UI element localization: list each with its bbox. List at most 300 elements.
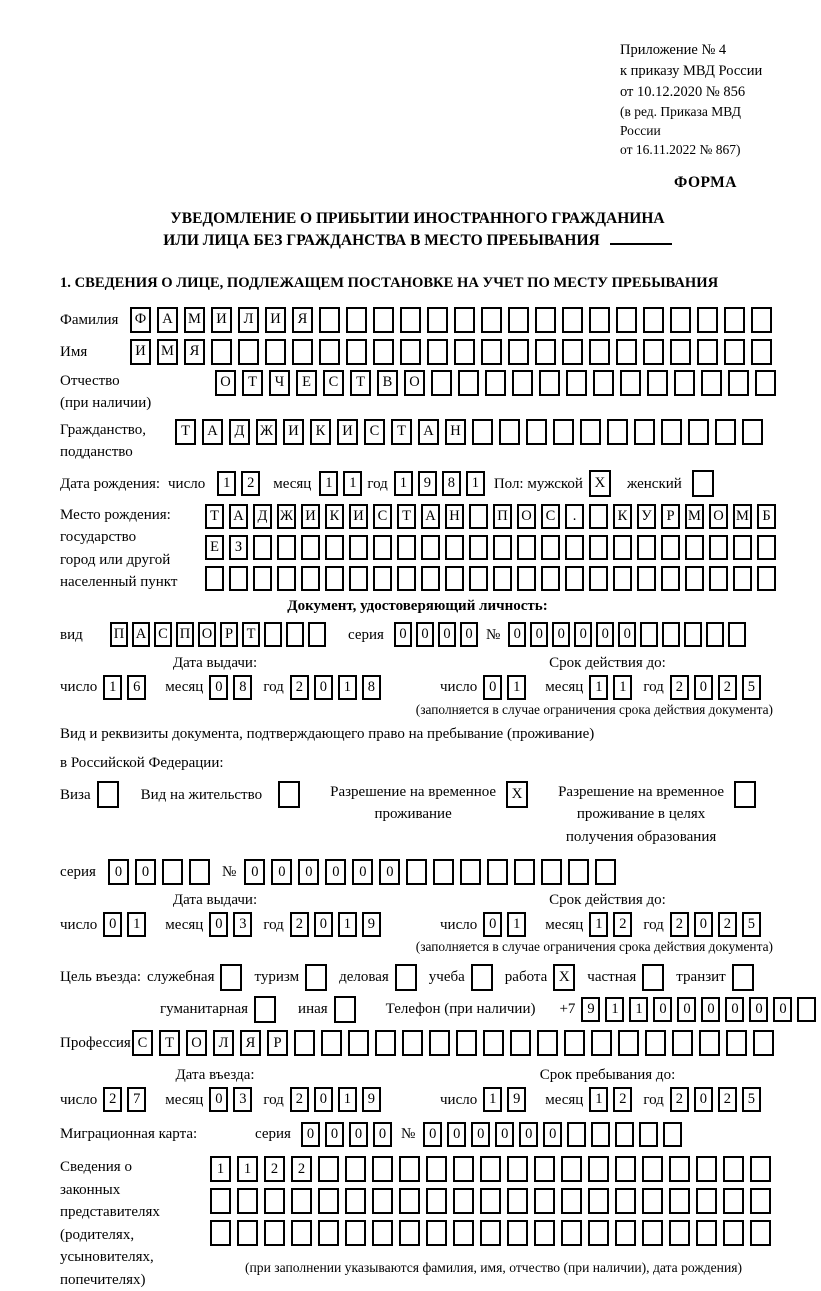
char-cell[interactable]: Н [445, 419, 466, 445]
char-cell[interactable] [469, 535, 488, 560]
char-cell[interactable] [429, 1030, 450, 1056]
char-cell[interactable]: 0 [298, 859, 319, 885]
char-cell[interactable] [669, 1188, 690, 1214]
char-cell[interactable]: М [685, 504, 704, 529]
visa-checkbox[interactable] [97, 781, 119, 808]
char-cell[interactable]: Т [391, 419, 412, 445]
char-cell[interactable] [709, 535, 728, 560]
char-cell[interactable]: О [186, 1030, 207, 1056]
char-cell[interactable] [454, 307, 475, 333]
char-cell[interactable] [426, 1188, 447, 1214]
char-cell[interactable]: 1 [507, 675, 526, 700]
char-cell[interactable] [460, 859, 481, 885]
char-cell[interactable]: 8 [442, 471, 461, 496]
char-cell[interactable] [349, 535, 368, 560]
char-cell[interactable] [647, 370, 668, 396]
char-cell[interactable] [643, 339, 664, 365]
char-cell[interactable] [292, 339, 313, 365]
char-cell[interactable] [286, 622, 304, 647]
char-cell[interactable] [345, 1156, 366, 1182]
char-cell[interactable] [253, 535, 272, 560]
char-cell[interactable]: 2 [290, 1087, 309, 1112]
char-cell[interactable] [669, 1156, 690, 1182]
char-cell[interactable] [469, 504, 488, 529]
char-cell[interactable]: И [211, 307, 232, 333]
char-cell[interactable] [757, 566, 776, 591]
char-cell[interactable]: Ф [130, 307, 151, 333]
char-cell[interactable]: 1 [483, 1087, 502, 1112]
purpose-study-checkbox[interactable] [471, 964, 493, 991]
char-cell[interactable] [591, 1122, 610, 1147]
char-cell[interactable]: 2 [290, 912, 309, 937]
char-cell[interactable]: Т [242, 370, 263, 396]
char-cell[interactable] [294, 1030, 315, 1056]
char-cell[interactable]: 1 [466, 471, 485, 496]
char-cell[interactable]: 0 [209, 912, 228, 937]
char-cell[interactable]: С [323, 370, 344, 396]
char-cell[interactable]: 0 [423, 1122, 442, 1147]
char-cell[interactable]: 0 [701, 997, 720, 1022]
char-cell[interactable]: М [733, 504, 752, 529]
char-cell[interactable] [445, 566, 464, 591]
purpose-commercial-checkbox[interactable] [395, 964, 417, 991]
char-cell[interactable] [514, 859, 535, 885]
char-cell[interactable] [553, 419, 574, 445]
char-cell[interactable] [537, 1030, 558, 1056]
char-cell[interactable] [757, 535, 776, 560]
char-cell[interactable]: 0 [108, 859, 129, 885]
char-cell[interactable] [728, 622, 746, 647]
char-cell[interactable] [589, 566, 608, 591]
char-cell[interactable] [493, 535, 512, 560]
char-cell[interactable] [431, 370, 452, 396]
char-cell[interactable]: 5 [742, 675, 761, 700]
char-cell[interactable]: А [157, 307, 178, 333]
char-cell[interactable] [696, 1156, 717, 1182]
char-cell[interactable] [373, 566, 392, 591]
char-cell[interactable]: 1 [605, 997, 624, 1022]
char-cell[interactable]: 0 [314, 675, 333, 700]
char-cell[interactable]: 5 [742, 912, 761, 937]
char-cell[interactable]: 2 [718, 675, 737, 700]
char-cell[interactable]: 1 [127, 912, 146, 937]
char-cell[interactable]: 0 [301, 1122, 320, 1147]
char-cell[interactable] [453, 1156, 474, 1182]
char-cell[interactable] [427, 339, 448, 365]
char-cell[interactable] [565, 535, 584, 560]
char-cell[interactable] [291, 1188, 312, 1214]
char-cell[interactable] [229, 566, 248, 591]
char-cell[interactable]: 0 [653, 997, 672, 1022]
char-cell[interactable]: 5 [742, 1087, 761, 1112]
char-cell[interactable] [634, 419, 655, 445]
char-cell[interactable] [607, 419, 628, 445]
char-cell[interactable]: С [373, 504, 392, 529]
char-cell[interactable] [588, 1188, 609, 1214]
char-cell[interactable] [534, 1220, 555, 1246]
char-cell[interactable]: . [565, 504, 584, 529]
char-cell[interactable]: 1 [210, 1156, 231, 1182]
char-cell[interactable] [616, 339, 637, 365]
char-cell[interactable]: 2 [670, 675, 689, 700]
char-cell[interactable] [615, 1122, 634, 1147]
char-cell[interactable]: 1 [394, 471, 413, 496]
char-cell[interactable] [397, 566, 416, 591]
char-cell[interactable]: Н [445, 504, 464, 529]
char-cell[interactable] [399, 1188, 420, 1214]
char-cell[interactable]: И [265, 307, 286, 333]
char-cell[interactable] [493, 566, 512, 591]
char-cell[interactable] [445, 535, 464, 560]
char-cell[interactable] [237, 1220, 258, 1246]
char-cell[interactable] [264, 1188, 285, 1214]
char-cell[interactable] [426, 1220, 447, 1246]
char-cell[interactable] [375, 1030, 396, 1056]
char-cell[interactable] [588, 1156, 609, 1182]
char-cell[interactable] [642, 1156, 663, 1182]
char-cell[interactable] [253, 566, 272, 591]
char-cell[interactable] [277, 535, 296, 560]
char-cell[interactable] [661, 535, 680, 560]
char-cell[interactable] [345, 1220, 366, 1246]
char-cell[interactable]: 0 [103, 912, 122, 937]
char-cell[interactable]: П [493, 504, 512, 529]
char-cell[interactable] [753, 1030, 774, 1056]
char-cell[interactable]: Я [240, 1030, 261, 1056]
char-cell[interactable] [733, 566, 752, 591]
char-cell[interactable]: 2 [264, 1156, 285, 1182]
char-cell[interactable]: 1 [338, 675, 357, 700]
char-cell[interactable] [696, 1188, 717, 1214]
char-cell[interactable] [508, 339, 529, 365]
char-cell[interactable] [728, 370, 749, 396]
char-cell[interactable]: 1 [629, 997, 648, 1022]
char-cell[interactable] [534, 1188, 555, 1214]
char-cell[interactable]: Л [213, 1030, 234, 1056]
char-cell[interactable] [723, 1220, 744, 1246]
char-cell[interactable] [319, 339, 340, 365]
char-cell[interactable]: 1 [103, 675, 122, 700]
char-cell[interactable]: 1 [507, 912, 526, 937]
char-cell[interactable] [211, 339, 232, 365]
char-cell[interactable] [319, 307, 340, 333]
char-cell[interactable] [512, 370, 533, 396]
char-cell[interactable] [345, 1188, 366, 1214]
char-cell[interactable]: 0 [483, 912, 502, 937]
char-cell[interactable]: 3 [233, 1087, 252, 1112]
char-cell[interactable] [373, 339, 394, 365]
char-cell[interactable] [561, 1188, 582, 1214]
char-cell[interactable] [637, 566, 656, 591]
char-cell[interactable] [507, 1188, 528, 1214]
char-cell[interactable]: 0 [530, 622, 548, 647]
char-cell[interactable]: И [337, 419, 358, 445]
char-cell[interactable] [751, 339, 772, 365]
char-cell[interactable] [453, 1220, 474, 1246]
char-cell[interactable]: 8 [362, 675, 381, 700]
char-cell[interactable] [618, 1030, 639, 1056]
char-cell[interactable]: Б [757, 504, 776, 529]
char-cell[interactable]: Т [159, 1030, 180, 1056]
char-cell[interactable] [421, 566, 440, 591]
char-cell[interactable]: М [157, 339, 178, 365]
char-cell[interactable] [663, 1122, 682, 1147]
char-cell[interactable] [589, 504, 608, 529]
char-cell[interactable] [372, 1188, 393, 1214]
char-cell[interactable] [589, 339, 610, 365]
char-cell[interactable]: Р [267, 1030, 288, 1056]
char-cell[interactable]: 2 [670, 912, 689, 937]
char-cell[interactable]: А [229, 504, 248, 529]
char-cell[interactable] [593, 370, 614, 396]
char-cell[interactable] [588, 1220, 609, 1246]
purpose-transit-checkbox[interactable] [732, 964, 754, 991]
char-cell[interactable] [643, 307, 664, 333]
char-cell[interactable]: С [541, 504, 560, 529]
char-cell[interactable] [661, 566, 680, 591]
char-cell[interactable]: Т [350, 370, 371, 396]
char-cell[interactable] [595, 859, 616, 885]
char-cell[interactable]: 1 [613, 675, 632, 700]
char-cell[interactable]: 0 [352, 859, 373, 885]
char-cell[interactable]: 0 [574, 622, 592, 647]
char-cell[interactable] [517, 535, 536, 560]
char-cell[interactable] [562, 307, 583, 333]
char-cell[interactable]: 6 [127, 675, 146, 700]
char-cell[interactable] [325, 535, 344, 560]
char-cell[interactable] [669, 1220, 690, 1246]
char-cell[interactable] [348, 1030, 369, 1056]
char-cell[interactable]: 2 [291, 1156, 312, 1182]
char-cell[interactable] [589, 535, 608, 560]
char-cell[interactable] [308, 622, 326, 647]
char-cell[interactable]: 0 [271, 859, 292, 885]
char-cell[interactable] [662, 622, 680, 647]
char-cell[interactable] [427, 307, 448, 333]
char-cell[interactable] [742, 419, 763, 445]
char-cell[interactable]: 0 [519, 1122, 538, 1147]
char-cell[interactable]: 9 [362, 912, 381, 937]
char-cell[interactable]: Р [661, 504, 680, 529]
char-cell[interactable]: 9 [507, 1087, 526, 1112]
char-cell[interactable]: 0 [471, 1122, 490, 1147]
char-cell[interactable] [591, 1030, 612, 1056]
char-cell[interactable] [613, 535, 632, 560]
char-cell[interactable] [210, 1188, 231, 1214]
char-cell[interactable] [162, 859, 183, 885]
char-cell[interactable] [517, 566, 536, 591]
char-cell[interactable]: Т [175, 419, 196, 445]
char-cell[interactable] [615, 1188, 636, 1214]
char-cell[interactable] [706, 622, 724, 647]
char-cell[interactable]: 2 [290, 675, 309, 700]
char-cell[interactable] [670, 307, 691, 333]
char-cell[interactable]: 2 [670, 1087, 689, 1112]
char-cell[interactable]: 0 [447, 1122, 466, 1147]
char-cell[interactable]: З [229, 535, 248, 560]
char-cell[interactable]: 0 [483, 675, 502, 700]
char-cell[interactable]: Т [242, 622, 260, 647]
char-cell[interactable] [672, 1030, 693, 1056]
char-cell[interactable]: К [310, 419, 331, 445]
char-cell[interactable] [480, 1156, 501, 1182]
char-cell[interactable] [561, 1156, 582, 1182]
char-cell[interactable] [670, 339, 691, 365]
char-cell[interactable] [535, 339, 556, 365]
char-cell[interactable]: 0 [677, 997, 696, 1022]
char-cell[interactable]: Я [184, 339, 205, 365]
char-cell[interactable]: 8 [233, 675, 252, 700]
char-cell[interactable]: 7 [127, 1087, 146, 1112]
char-cell[interactable]: А [202, 419, 223, 445]
purpose-other-checkbox[interactable] [334, 996, 356, 1023]
char-cell[interactable] [399, 1220, 420, 1246]
char-cell[interactable]: Е [205, 535, 224, 560]
char-cell[interactable] [508, 307, 529, 333]
char-cell[interactable] [265, 339, 286, 365]
char-cell[interactable]: 0 [543, 1122, 562, 1147]
char-cell[interactable] [400, 307, 421, 333]
char-cell[interactable]: 0 [325, 1122, 344, 1147]
char-cell[interactable]: К [325, 504, 344, 529]
char-cell[interactable]: 9 [362, 1087, 381, 1112]
char-cell[interactable]: 0 [694, 912, 713, 937]
char-cell[interactable] [589, 307, 610, 333]
purpose-business-checkbox[interactable] [220, 964, 242, 991]
char-cell[interactable] [485, 370, 506, 396]
char-cell[interactable] [564, 1030, 585, 1056]
char-cell[interactable]: 0 [694, 1087, 713, 1112]
char-cell[interactable]: 0 [244, 859, 265, 885]
char-cell[interactable]: 0 [325, 859, 346, 885]
char-cell[interactable]: 0 [694, 675, 713, 700]
sex-female-checkbox[interactable] [692, 470, 714, 497]
char-cell[interactable]: 2 [613, 912, 632, 937]
char-cell[interactable]: А [418, 419, 439, 445]
char-cell[interactable]: О [517, 504, 536, 529]
char-cell[interactable] [510, 1030, 531, 1056]
char-cell[interactable] [566, 370, 587, 396]
char-cell[interactable]: Я [292, 307, 313, 333]
char-cell[interactable]: 0 [460, 622, 478, 647]
char-cell[interactable] [237, 1188, 258, 1214]
char-cell[interactable]: 1 [589, 912, 608, 937]
char-cell[interactable]: 1 [343, 471, 362, 496]
char-cell[interactable] [541, 566, 560, 591]
char-cell[interactable] [709, 566, 728, 591]
char-cell[interactable]: О [709, 504, 728, 529]
char-cell[interactable] [685, 566, 704, 591]
char-cell[interactable] [616, 307, 637, 333]
char-cell[interactable]: А [421, 504, 440, 529]
char-cell[interactable] [264, 1220, 285, 1246]
char-cell[interactable] [674, 370, 695, 396]
char-cell[interactable] [645, 1030, 666, 1056]
char-cell[interactable] [541, 535, 560, 560]
char-cell[interactable]: 0 [438, 622, 456, 647]
char-cell[interactable] [755, 370, 776, 396]
char-cell[interactable] [580, 419, 601, 445]
char-cell[interactable] [724, 339, 745, 365]
char-cell[interactable] [723, 1188, 744, 1214]
char-cell[interactable]: О [198, 622, 216, 647]
char-cell[interactable]: 0 [379, 859, 400, 885]
char-cell[interactable] [507, 1156, 528, 1182]
char-cell[interactable] [372, 1156, 393, 1182]
char-cell[interactable] [615, 1156, 636, 1182]
char-cell[interactable] [325, 566, 344, 591]
char-cell[interactable]: А [132, 622, 150, 647]
char-cell[interactable] [210, 1220, 231, 1246]
char-cell[interactable] [458, 370, 479, 396]
char-cell[interactable] [685, 535, 704, 560]
char-cell[interactable]: Л [238, 307, 259, 333]
char-cell[interactable]: 0 [773, 997, 792, 1022]
char-cell[interactable] [402, 1030, 423, 1056]
char-cell[interactable]: 0 [209, 1087, 228, 1112]
char-cell[interactable] [637, 535, 656, 560]
char-cell[interactable]: 9 [581, 997, 600, 1022]
char-cell[interactable] [499, 419, 520, 445]
sex-male-checkbox[interactable]: X [589, 470, 611, 497]
char-cell[interactable] [715, 419, 736, 445]
char-cell[interactable]: Д [253, 504, 272, 529]
char-cell[interactable] [640, 622, 658, 647]
char-cell[interactable] [481, 307, 502, 333]
char-cell[interactable] [397, 535, 416, 560]
char-cell[interactable] [346, 339, 367, 365]
char-cell[interactable]: 0 [373, 1122, 392, 1147]
char-cell[interactable] [205, 566, 224, 591]
char-cell[interactable] [733, 535, 752, 560]
char-cell[interactable] [291, 1220, 312, 1246]
char-cell[interactable]: 1 [217, 471, 236, 496]
char-cell[interactable] [701, 370, 722, 396]
char-cell[interactable]: 0 [725, 997, 744, 1022]
char-cell[interactable]: К [613, 504, 632, 529]
char-cell[interactable] [453, 1188, 474, 1214]
char-cell[interactable]: Д [229, 419, 250, 445]
purpose-tourism-checkbox[interactable] [305, 964, 327, 991]
char-cell[interactable]: 0 [314, 1087, 333, 1112]
char-cell[interactable] [454, 339, 475, 365]
char-cell[interactable]: И [301, 504, 320, 529]
char-cell[interactable]: Т [205, 504, 224, 529]
char-cell[interactable] [469, 566, 488, 591]
char-cell[interactable] [661, 419, 682, 445]
char-cell[interactable] [723, 1156, 744, 1182]
purpose-private-checkbox[interactable] [642, 964, 664, 991]
char-cell[interactable] [639, 1122, 658, 1147]
char-cell[interactable] [346, 307, 367, 333]
char-cell[interactable] [539, 370, 560, 396]
char-cell[interactable] [426, 1156, 447, 1182]
char-cell[interactable]: 1 [338, 912, 357, 937]
char-cell[interactable] [264, 622, 282, 647]
char-cell[interactable] [642, 1188, 663, 1214]
char-cell[interactable] [699, 1030, 720, 1056]
residence-permit-checkbox[interactable] [278, 781, 300, 808]
char-cell[interactable] [399, 1156, 420, 1182]
char-cell[interactable] [534, 1156, 555, 1182]
char-cell[interactable] [535, 307, 556, 333]
char-cell[interactable] [613, 566, 632, 591]
char-cell[interactable]: С [154, 622, 172, 647]
char-cell[interactable] [318, 1220, 339, 1246]
char-cell[interactable]: И [130, 339, 151, 365]
char-cell[interactable]: С [132, 1030, 153, 1056]
char-cell[interactable]: 0 [349, 1122, 368, 1147]
